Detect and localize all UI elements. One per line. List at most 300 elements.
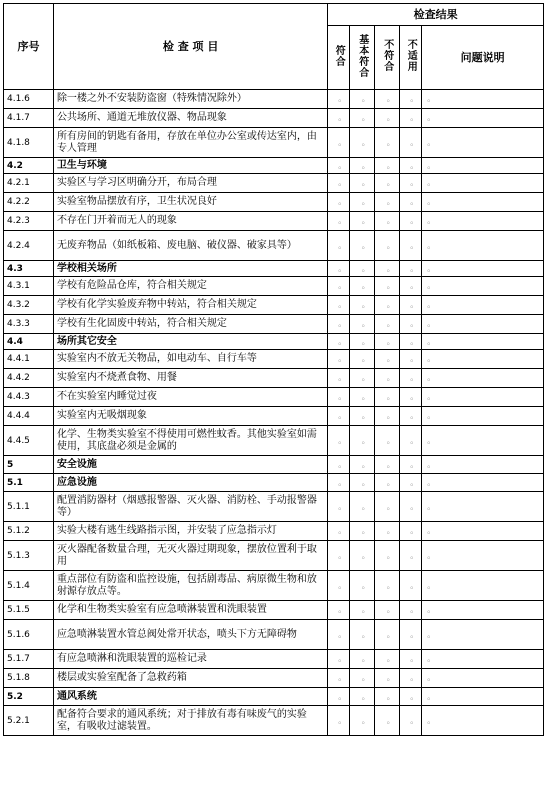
cell-comply[interactable] [328,109,350,128]
cell-noncomply[interactable] [375,426,400,456]
paragraph-mark: 。 [386,526,395,535]
cell-basic-comply[interactable] [350,706,375,736]
paragraph-mark: 。 [410,501,419,511]
paragraph-mark: 。 [361,197,370,206]
table-row [4,571,544,601]
cell-note[interactable] [422,277,544,296]
cell-not-applicable[interactable] [400,601,422,620]
cell-noncomply[interactable] [375,296,400,315]
row-number: 4.4.4 [4,407,54,426]
cell-basic-comply[interactable] [350,296,375,315]
paragraph-mark: 。 [386,435,395,445]
check-item-text: 重点部位有防盗和监控设施，包括剧毒品、病原微生物和放射源存放点等。 [53,571,327,601]
cell-noncomply[interactable] [375,669,400,688]
cell-noncomply[interactable] [375,90,400,109]
paragraph-mark: 。 [386,673,395,682]
row-number: 5.2 [4,688,54,706]
paragraph-mark: 。 [361,319,370,328]
cell-noncomply[interactable] [375,231,400,261]
row-number: 4.1.6 [4,90,54,109]
section-title: 场所其它安全 [53,334,327,350]
paragraph-mark: 。 [386,263,395,273]
cell-comply[interactable] [328,522,350,541]
cell-comply[interactable] [328,90,350,109]
cell-basic-comply[interactable] [350,261,375,277]
cell-note[interactable] [422,193,544,212]
cell-not-applicable[interactable] [400,90,422,109]
paragraph-mark: 。 [338,605,347,614]
table-row [4,369,544,388]
cell-noncomply[interactable] [375,350,400,369]
cell-noncomply[interactable] [375,688,400,706]
cell-basic-comply[interactable] [350,174,375,193]
paragraph-mark: 。 [410,477,419,487]
cell-noncomply[interactable] [375,650,400,669]
paragraph-mark: 。 [410,240,419,250]
paragraph-mark: 。 [410,216,419,225]
cell-basic-comply[interactable] [350,650,375,669]
table-row [4,109,544,128]
cell-note[interactable] [422,492,544,522]
paragraph-mark: 。 [361,392,370,401]
paragraph-mark: 。 [410,715,419,725]
cell-not-applicable[interactable] [400,492,422,522]
paragraph-mark: 。 [361,580,370,590]
row-number: 4.4.2 [4,369,54,388]
paragraph-mark: 。 [338,160,347,170]
cell-comply[interactable] [328,650,350,669]
row-number: 5 [4,456,54,474]
cell-comply[interactable] [328,231,350,261]
cell-noncomply[interactable] [375,541,400,571]
cell-basic-comply[interactable] [350,128,375,158]
paragraph-mark: 。 [410,654,419,663]
paragraph-mark: 。 [427,137,436,147]
cell-comply[interactable] [328,261,350,277]
cell-comply[interactable] [328,620,350,650]
cell-note[interactable] [422,296,544,315]
cell-note[interactable] [422,522,544,541]
header-comply: 符合 [328,26,350,90]
check-item-text: 所有房间的钥匙有备用，存放在单位办公室或传达室内，由专人管理 [53,128,327,158]
check-item-text: 实验室内无吸烟现象 [53,407,327,426]
cell-noncomply[interactable] [375,571,400,601]
row-number: 5.1.8 [4,669,54,688]
cell-noncomply[interactable] [375,474,400,492]
cell-noncomply[interactable] [375,158,400,174]
check-item-text: 化学、生物类实验室不得使用可燃性蚊香。其他实验室如需使用，其底盘必须是金属的 [53,426,327,456]
paragraph-mark: 。 [427,373,436,382]
paragraph-mark: 。 [386,197,395,206]
cell-not-applicable[interactable] [400,277,422,296]
paragraph-mark: 。 [361,673,370,682]
paragraph-mark: 。 [361,178,370,187]
cell-not-applicable[interactable] [400,212,422,231]
cell-note[interactable] [422,456,544,474]
check-item-text: 实验室内不烧煮食物、用餐 [53,369,327,388]
cell-not-applicable[interactable] [400,109,422,128]
paragraph-mark: 。 [410,673,419,682]
cell-noncomply[interactable] [375,620,400,650]
section-title: 卫生与环境 [53,158,327,174]
section-row [4,334,544,350]
paragraph-mark: 。 [386,501,395,511]
cell-noncomply[interactable] [375,369,400,388]
paragraph-mark: 。 [338,263,347,273]
cell-comply[interactable] [328,334,350,350]
paragraph-mark: 。 [338,673,347,682]
paragraph-mark: 。 [427,240,436,250]
cell-not-applicable[interactable] [400,620,422,650]
cell-basic-comply[interactable] [350,474,375,492]
check-item-text: 实验区与学习区明确分开，布局合理 [53,174,327,193]
paragraph-mark: 。 [386,319,395,328]
cell-basic-comply[interactable] [350,426,375,456]
cell-comply[interactable] [328,388,350,407]
paragraph-mark: 。 [427,435,436,445]
cell-comply[interactable] [328,174,350,193]
cell-note[interactable] [422,261,544,277]
cell-basic-comply[interactable] [350,620,375,650]
row-number: 5.1.3 [4,541,54,571]
paragraph-mark: 。 [410,336,419,346]
inspection-table [3,3,544,736]
row-number: 4.4.1 [4,350,54,369]
check-item-text: 不在实验室内睡觉过夜 [53,388,327,407]
paragraph-mark: 。 [361,459,370,469]
paragraph-mark: 。 [386,373,395,382]
cell-not-applicable[interactable] [400,128,422,158]
cell-basic-comply[interactable] [350,388,375,407]
cell-basic-comply[interactable] [350,158,375,174]
cell-basic-comply[interactable] [350,407,375,426]
check-item-text: 实验大楼有逃生线路指示图，并安装了应急指示灯 [53,522,327,541]
paragraph-mark: 。 [410,354,419,363]
cell-comply[interactable] [328,407,350,426]
cell-basic-comply[interactable] [350,571,375,601]
cell-note[interactable] [422,541,544,571]
cell-not-applicable[interactable] [400,541,422,571]
table-row [4,315,544,334]
cell-comply[interactable] [328,369,350,388]
paragraph-mark: 。 [427,319,436,328]
cell-note[interactable] [422,571,544,601]
paragraph-mark: 。 [361,160,370,170]
paragraph-mark: 。 [338,392,347,401]
cell-note[interactable] [422,90,544,109]
cell-not-applicable[interactable] [400,261,422,277]
check-item-text: 楼层或实验室配备了急救药箱 [53,669,327,688]
paragraph-mark: 。 [361,240,370,250]
cell-note[interactable] [422,426,544,456]
cell-comply[interactable] [328,158,350,174]
cell-not-applicable[interactable] [400,350,422,369]
check-item-text: 实验室内不放无关物品，如电动车、自行车等 [53,350,327,369]
cell-note[interactable] [422,688,544,706]
cell-not-applicable[interactable] [400,407,422,426]
paragraph-mark: 。 [410,94,419,103]
cell-note[interactable] [422,158,544,174]
paragraph-mark: 。 [386,654,395,663]
check-item-text: 应急喷淋装置水管总阀处常开状态，喷头下方无障碍物 [53,620,327,650]
paragraph-mark: 。 [386,411,395,420]
cell-comply[interactable] [328,212,350,231]
cell-not-applicable[interactable] [400,650,422,669]
paragraph-mark: 。 [338,411,347,420]
paragraph-mark: 。 [338,137,347,147]
cell-note[interactable] [422,650,544,669]
section-row [4,688,544,706]
cell-basic-comply[interactable] [350,492,375,522]
cell-basic-comply[interactable] [350,456,375,474]
row-number: 4.4 [4,334,54,350]
paragraph-mark: 。 [338,113,347,122]
cell-noncomply[interactable] [375,388,400,407]
cell-comply[interactable] [328,474,350,492]
cell-not-applicable[interactable] [400,296,422,315]
cell-not-applicable[interactable] [400,369,422,388]
paragraph-mark: 。 [386,94,395,103]
paragraph-mark: 。 [410,580,419,590]
table-row [4,522,544,541]
cell-note[interactable] [422,334,544,350]
check-item-text: 配备符合要求的通风系统；对于排放有毒有味废气的实验室，有吸收过滤装置。 [53,706,327,736]
row-number: 4.2.3 [4,212,54,231]
cell-comply[interactable] [328,193,350,212]
cell-note[interactable] [422,128,544,158]
paragraph-mark: 。 [361,94,370,103]
cell-note[interactable] [422,212,544,231]
cell-basic-comply[interactable] [350,688,375,706]
paragraph-mark: 。 [338,300,347,309]
paragraph-mark: 。 [338,240,347,250]
check-item-text: 化学和生物类实验室有应急喷淋装置和洗眼装置 [53,601,327,620]
row-number: 5.1 [4,474,54,492]
cell-note[interactable] [422,601,544,620]
paragraph-mark: 。 [427,673,436,682]
cell-noncomply[interactable] [375,212,400,231]
paragraph-mark: 。 [427,715,436,725]
header-result: 检查结果 [328,4,544,26]
paragraph-mark: 。 [361,629,370,639]
cell-note[interactable] [422,474,544,492]
paragraph-mark: 。 [338,501,347,511]
cell-noncomply[interactable] [375,128,400,158]
cell-note[interactable] [422,315,544,334]
check-item-text: 有应急喷淋和洗眼装置的巡检记录 [53,650,327,669]
cell-not-applicable[interactable] [400,158,422,174]
cell-noncomply[interactable] [375,109,400,128]
cell-comply[interactable] [328,128,350,158]
cell-noncomply[interactable] [375,193,400,212]
cell-noncomply[interactable] [375,492,400,522]
check-item-text: 学校有化学实验废弃物中转站，符合相关规定 [53,296,327,315]
cell-not-applicable[interactable] [400,571,422,601]
cell-noncomply[interactable] [375,315,400,334]
cell-comply[interactable] [328,706,350,736]
paragraph-mark: 。 [410,459,419,469]
paragraph-mark: 。 [361,137,370,147]
section-row [4,158,544,174]
cell-noncomply[interactable] [375,277,400,296]
paragraph-mark: 。 [427,629,436,639]
table-row [4,193,544,212]
paragraph-mark: 。 [361,373,370,382]
paragraph-mark: 。 [386,629,395,639]
paragraph-mark: 。 [386,691,395,701]
cell-basic-comply[interactable] [350,601,375,620]
cell-basic-comply[interactable] [350,334,375,350]
cell-comply[interactable] [328,669,350,688]
cell-basic-comply[interactable] [350,315,375,334]
paragraph-mark: 。 [338,336,347,346]
cell-note[interactable] [422,231,544,261]
paragraph-mark: 。 [427,526,436,535]
paragraph-mark: 。 [427,281,436,290]
cell-not-applicable[interactable] [400,456,422,474]
cell-basic-comply[interactable] [350,231,375,261]
cell-noncomply[interactable] [375,407,400,426]
cell-note[interactable] [422,669,544,688]
paragraph-mark: 。 [410,605,419,614]
cell-not-applicable[interactable] [400,669,422,688]
table-body [4,90,544,736]
paragraph-mark: 。 [386,113,395,122]
cell-comply[interactable] [328,688,350,706]
section-title: 学校相关场所 [53,261,327,277]
cell-note[interactable] [422,407,544,426]
paragraph-mark: 。 [386,550,395,560]
paragraph-mark: 。 [410,281,419,290]
cell-comply[interactable] [328,541,350,571]
paragraph-mark: 。 [410,137,419,147]
paragraph-mark: 。 [427,654,436,663]
row-number: 5.2.1 [4,706,54,736]
cell-not-applicable[interactable] [400,426,422,456]
cell-note[interactable] [422,369,544,388]
paragraph-mark: 。 [338,354,347,363]
cell-comply[interactable] [328,456,350,474]
paragraph-mark: 。 [338,550,347,560]
paragraph-mark: 。 [338,629,347,639]
cell-basic-comply[interactable] [350,522,375,541]
check-item-text: 公共场所、通道无堆放仪器、物品现象 [53,109,327,128]
row-number: 5.1.1 [4,492,54,522]
paragraph-mark: 。 [427,216,436,225]
cell-note[interactable] [422,388,544,407]
cell-not-applicable[interactable] [400,174,422,193]
cell-not-applicable[interactable] [400,706,422,736]
cell-note[interactable] [422,174,544,193]
cell-comply[interactable] [328,492,350,522]
cell-basic-comply[interactable] [350,369,375,388]
table-row [4,128,544,158]
paragraph-mark: 。 [427,178,436,187]
cell-basic-comply[interactable] [350,212,375,231]
section-title: 通风系统 [53,688,327,706]
cell-note[interactable] [422,350,544,369]
cell-comply[interactable] [328,277,350,296]
paragraph-mark: 。 [427,605,436,614]
paragraph-mark: 。 [361,691,370,701]
paragraph-mark: 。 [427,160,436,170]
cell-note[interactable] [422,109,544,128]
cell-note[interactable] [422,706,544,736]
row-number: 4.4.3 [4,388,54,407]
paragraph-mark: 。 [410,392,419,401]
cell-not-applicable[interactable] [400,315,422,334]
cell-noncomply[interactable] [375,522,400,541]
check-item-text: 学校有生化固废中转站，符合相关规定 [53,315,327,334]
cell-comply[interactable] [328,426,350,456]
paragraph-mark: 。 [410,160,419,170]
paragraph-mark: 。 [427,392,436,401]
cell-noncomply[interactable] [375,601,400,620]
cell-not-applicable[interactable] [400,231,422,261]
cell-comply[interactable] [328,571,350,601]
paragraph-mark: 。 [361,411,370,420]
paragraph-mark: 。 [361,715,370,725]
row-number: 4.1.8 [4,128,54,158]
paragraph-mark: 。 [338,197,347,206]
cell-basic-comply[interactable] [350,350,375,369]
paragraph-mark: 。 [386,178,395,187]
cell-basic-comply[interactable] [350,541,375,571]
check-item-text: 不存在门开着而无人的现象 [53,212,327,231]
cell-noncomply[interactable] [375,261,400,277]
cell-comply[interactable] [328,601,350,620]
cell-not-applicable[interactable] [400,334,422,350]
cell-comply[interactable] [328,296,350,315]
cell-not-applicable[interactable] [400,388,422,407]
paragraph-mark: 。 [338,94,347,103]
section-row [4,456,544,474]
cell-noncomply[interactable] [375,334,400,350]
paragraph-mark: 。 [361,354,370,363]
paragraph-mark: 。 [338,654,347,663]
cell-not-applicable[interactable] [400,193,422,212]
cell-not-applicable[interactable] [400,688,422,706]
cell-not-applicable[interactable] [400,522,422,541]
cell-comply[interactable] [328,350,350,369]
cell-basic-comply[interactable] [350,277,375,296]
paragraph-mark: 。 [386,715,395,725]
cell-basic-comply[interactable] [350,669,375,688]
table-row [4,388,544,407]
cell-comply[interactable] [328,315,350,334]
cell-basic-comply[interactable] [350,109,375,128]
paragraph-mark: 。 [338,178,347,187]
cell-noncomply[interactable] [375,174,400,193]
cell-noncomply[interactable] [375,456,400,474]
table-row [4,407,544,426]
paragraph-mark: 。 [386,459,395,469]
cell-not-applicable[interactable] [400,474,422,492]
paragraph-mark: 。 [386,580,395,590]
row-number: 5.1.2 [4,522,54,541]
paragraph-mark: 。 [361,605,370,614]
cell-noncomply[interactable] [375,706,400,736]
paragraph-mark: 。 [361,501,370,511]
cell-basic-comply[interactable] [350,90,375,109]
check-item-text: 学校有危险品仓库，符合相关规定 [53,277,327,296]
cell-note[interactable] [422,620,544,650]
paragraph-mark: 。 [361,654,370,663]
row-number: 4.1.7 [4,109,54,128]
paragraph-mark: 。 [338,526,347,535]
cell-basic-comply[interactable] [350,193,375,212]
paragraph-mark: 。 [427,411,436,420]
